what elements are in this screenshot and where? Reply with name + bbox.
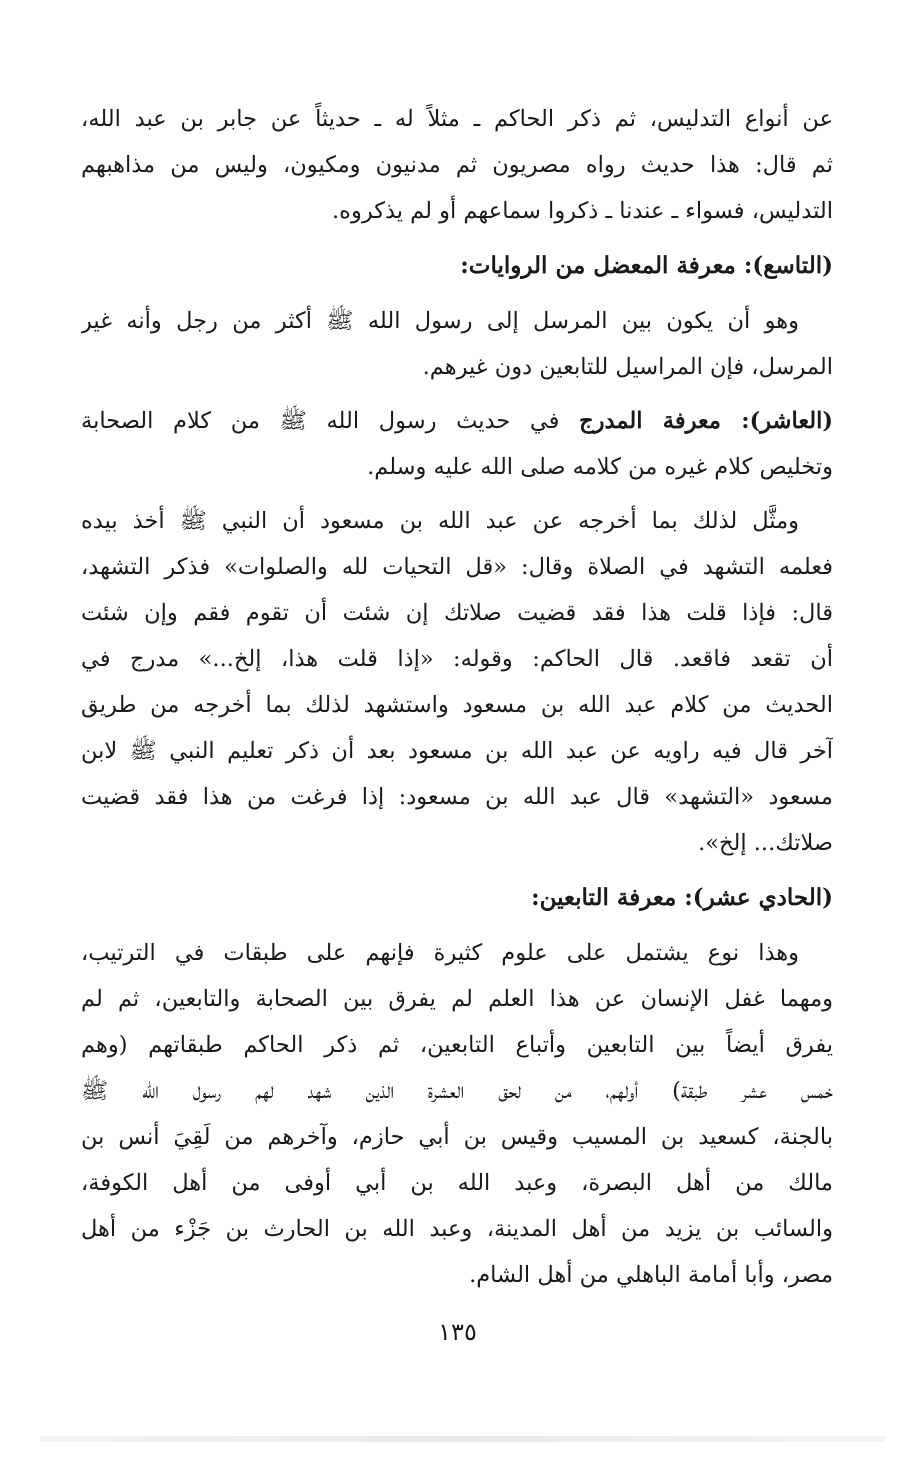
text-line: قال: فإذا قلت هذا فقد قضيت صلاتك إن شئت أن تقوم فقم وإن شئت (81, 600, 833, 626)
section-heading-tenth (81, 398, 833, 444)
text-line: يفرق أيضاً بين التابعين وأتباع التابعين، ثم ذكر الحاكم طبقاتهم (وهم (81, 1032, 833, 1058)
text-line: فعلمه التشهد في الصلاة وقال: «قل التحيات لله والصلوات» فذكر التشهد، (81, 554, 833, 580)
text-line: وهو أن يكون بين المرسل إلى رسول الله ﷺ أكثر من رجل وأنه غير (81, 308, 799, 334)
text-line: مالك من أهل البصرة، وعبد الله بن أبي أوفى من أهل الكوفة، (81, 1170, 833, 1196)
section-heading-label: (الحادي عشر): معرفة التابعين: (531, 884, 833, 911)
page-body (81, 96, 833, 1298)
text-line: ثم قال: هذا حديث رواه مصريون ثم مدنيون ومكيون، وليس من مذاهبهم (81, 152, 833, 178)
text-line: الحديث من كلام عبد الله بن مسعود واستشهد لذلك بما أخرجه من طريق (81, 692, 833, 718)
text-line: مصر، وأبا أمامة الباهلي من أهل الشام. (469, 1262, 833, 1288)
text-line: والسائب بن يزيد من أهل المدينة، وعبد الله بن الحارث بن جَزْء من أهل (81, 1216, 833, 1242)
section-heading-rest: في حديث رسول الله ﷺ من كلام الصحابة (81, 408, 580, 434)
text-line: خمس عشر طبقة) أولهم، من لحق العشرة الذين شهد لهم رسول الله ﷺ (81, 1078, 833, 1104)
text-line: عن أنواع التدليس، ثم ذكر الحاكم ـ مثلاً له ـ حديثاً عن جابر بن عبد الله، (81, 106, 833, 132)
text-line: وهذا نوع يشتمل على علوم كثيرة فإنهم على طبقات في الترتيب، (81, 940, 799, 966)
scan-edge-shadow (40, 1436, 885, 1442)
text-line: بالجنة، كسعيد بن المسيب وقيس بن أبي حازم، وآخرهم من لَقِيَ أنس بن (81, 1124, 833, 1150)
section-heading-label: (التاسع): معرفة المعضل من الروايات: (460, 252, 833, 279)
text-line: صلاتك... إلخ». (698, 830, 833, 856)
text-line: أن تقعد فاقعد. قال الحاكم: وقوله: «إذا قلت هذا، إلخ...» مدرج في (81, 646, 833, 672)
text-line: ومهما غفل الإنسان عن هذا العلم لم يفرق بين الصحابة والتابعين، ثم لم (81, 986, 833, 1012)
section-heading-ninth (81, 242, 833, 290)
text-line: مسعود «التشهد» قال عبد الله بن مسعود: إذا فرغت من هذا فقد قضيت (81, 784, 833, 810)
text-line: المرسل، فإن المراسيل للتابعين دون غيرهم. (422, 354, 833, 380)
section-heading-label: (العاشر): معرفة المدرج (579, 408, 833, 434)
text-line: التدليس، فسواء ـ عندنا ـ ذكروا سماعهم أو لم يذكروه. (332, 198, 833, 224)
text-line: ومثَّل لذلك بما أخرجه عن عبد الله بن مسعود أن النبي ﷺ أخذ بيده (81, 508, 799, 534)
section-heading-eleventh (81, 874, 833, 922)
text-line: آخر قال فيه راويه عن عبد الله بن مسعود بعد أن ذكر تعليم النبي ﷺ لابن (81, 738, 833, 764)
text-line: وتخليص كلام غيره من كلامه صلى الله عليه وسلم. (367, 454, 833, 480)
page-number: ١٣٥ (438, 1318, 477, 1346)
